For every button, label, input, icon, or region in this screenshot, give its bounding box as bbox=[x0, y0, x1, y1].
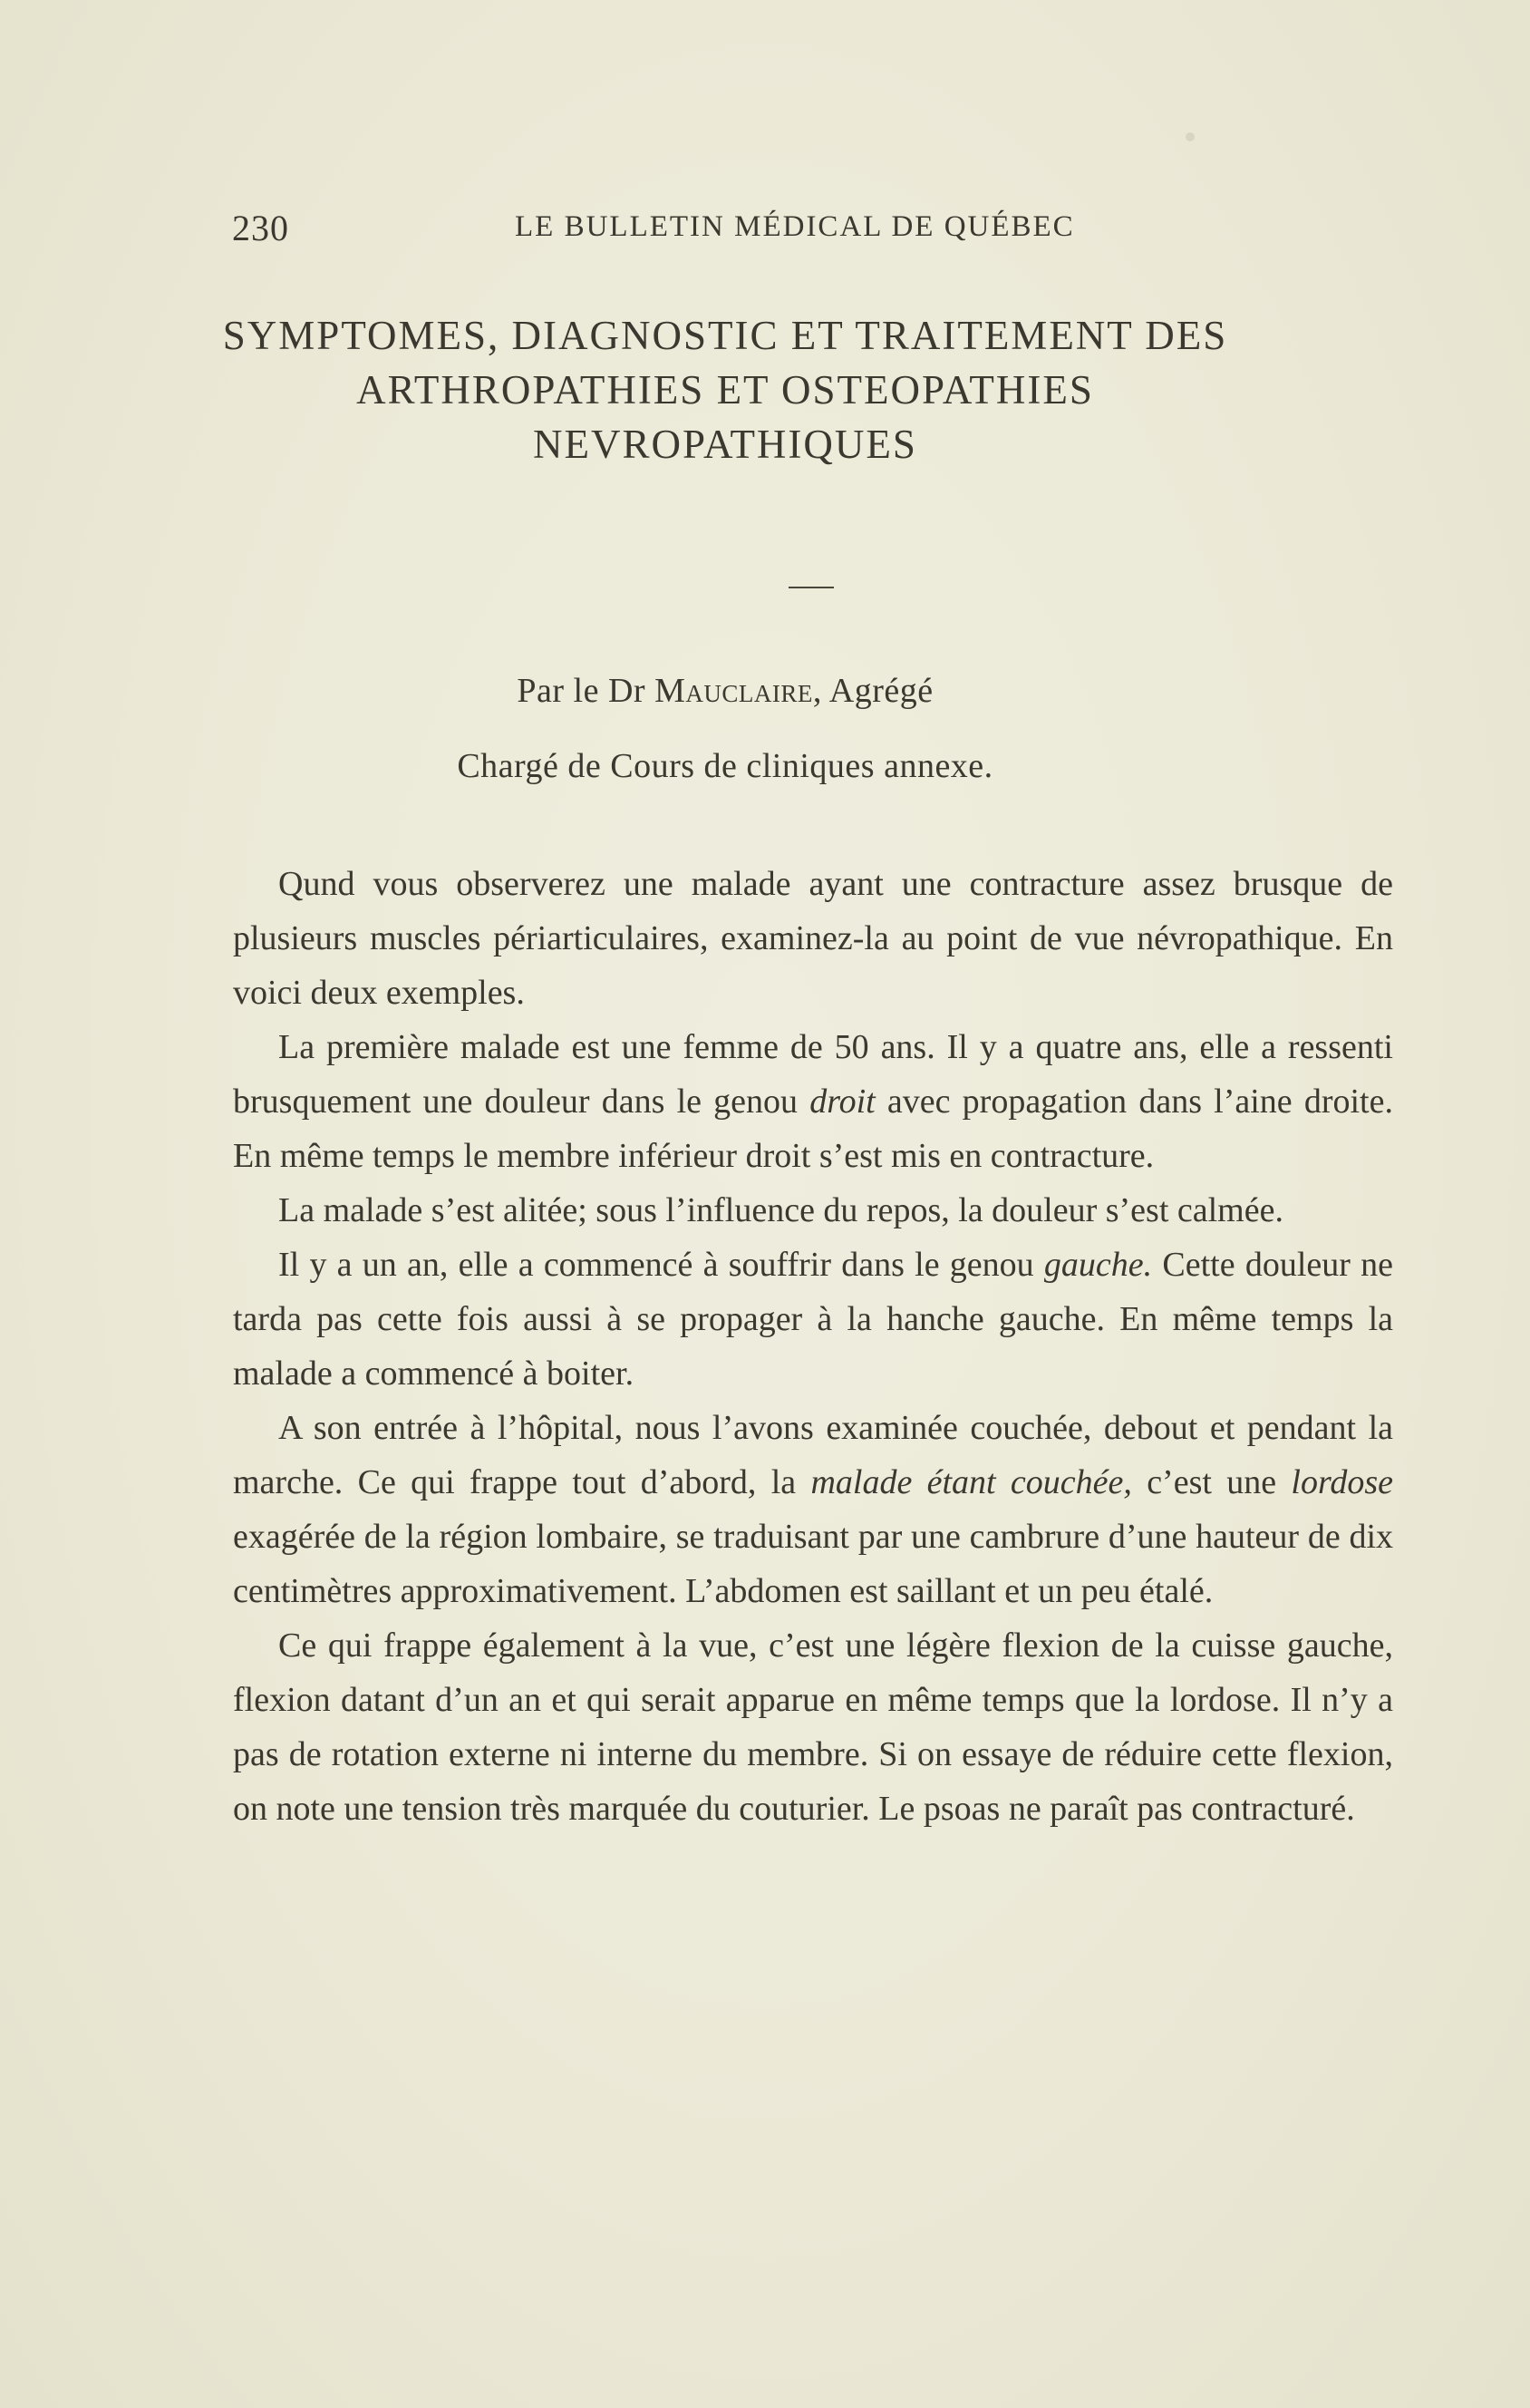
paragraph-2 bbox=[233, 1020, 1393, 1183]
byline-role: Chargé de Cours de cliniques annexe. bbox=[457, 747, 993, 785]
author-name: Mauclaire bbox=[654, 672, 813, 710]
paragraph-4-emphasis: gauche. bbox=[1043, 1246, 1153, 1284]
running-head bbox=[232, 207, 1138, 257]
paragraph-5-emphasis-1: malade étant couchée, bbox=[810, 1463, 1132, 1501]
page-number: 230 bbox=[232, 208, 289, 248]
paragraph-4-text-a: Il y a un an, elle a commencé à souffrir dans le genou bbox=[278, 1246, 1044, 1284]
byline-suffix: , Agrégé bbox=[812, 672, 934, 710]
paper-speck bbox=[1186, 132, 1195, 141]
paragraph-5 bbox=[233, 1401, 1393, 1618]
paragraph-4 bbox=[233, 1238, 1393, 1401]
byline-prefix: Par le Dr bbox=[517, 672, 655, 710]
title-line-2: ARTHROPATHIES ET OSTEOPATHIES bbox=[356, 367, 1094, 413]
paragraph-2-emphasis: droit bbox=[809, 1083, 876, 1121]
article-body bbox=[233, 857, 1393, 1836]
byline-author bbox=[181, 671, 1269, 711]
paragraph-5-emphasis-2: lordose bbox=[1291, 1463, 1393, 1501]
title-rule bbox=[789, 587, 834, 588]
paragraph-5-text-c: exagérée de la région lombaire, se traduisant par une cambrure d’une hauteur de dix centimètres approximativement. L’abdomen est saillant et un peu étalé. bbox=[233, 1518, 1393, 1610]
title-line-1: SYMPTOMES, DIAGNOSTIC ET TRAITEMENT DES bbox=[222, 313, 1228, 358]
paragraph-1: Qund vous observerez une malade ayant une contracture assez brusque de plusieurs muscles périarticulaires, examinez-la au point de vue névropathique. En voici deux exemples. bbox=[233, 865, 1393, 1012]
paragraph-4-text-b: Cette douleur ne tarda pas cette fois aussi à se propager à la hanche gauche. En même temps la malade a commencé à boiter. bbox=[233, 1246, 1394, 1393]
paragraph-5-text-a: A son entrée à l’hôpital, nous l’avons examinée couchée, debout et pendant la marche. Ce qui frappe tout d’abord, la bbox=[233, 1409, 1393, 1501]
journal-title: LE BULLETIN MÉDICAL DE QUÉBEC bbox=[515, 210, 1075, 243]
article-title bbox=[181, 308, 1269, 471]
paragraph-5-text-b: c’est une bbox=[1131, 1463, 1292, 1501]
paragraph-3: La malade s’est alitée; sous l’influence du repos, la douleur s’est calmée. bbox=[278, 1191, 1283, 1229]
title-line-3: NEVROPATHIQUES bbox=[533, 422, 917, 467]
paragraph-2-text-b: avec propagation dans l’aine droite. En même temps le membre inférieur droit s’est mis en contracture. bbox=[233, 1083, 1393, 1175]
paragraph-6: Ce qui frappe également à la vue, c’est une légère flexion de la cuisse gauche, flexion datant d’un an et qui serait apparue en même temps que la lordose. Il n’y a pas de rotation externe ni interne du membre. Si on essaye de réduire cette flexion, on note une tension très marquée du couturier. Le psoas ne paraît pas contracturé. bbox=[233, 1626, 1393, 1828]
paragraph-2-text-a: La première malade est une femme de 50 ans. Il y a quatre ans, elle a ressenti brusquement une douleur dans le genou bbox=[233, 1028, 1393, 1121]
